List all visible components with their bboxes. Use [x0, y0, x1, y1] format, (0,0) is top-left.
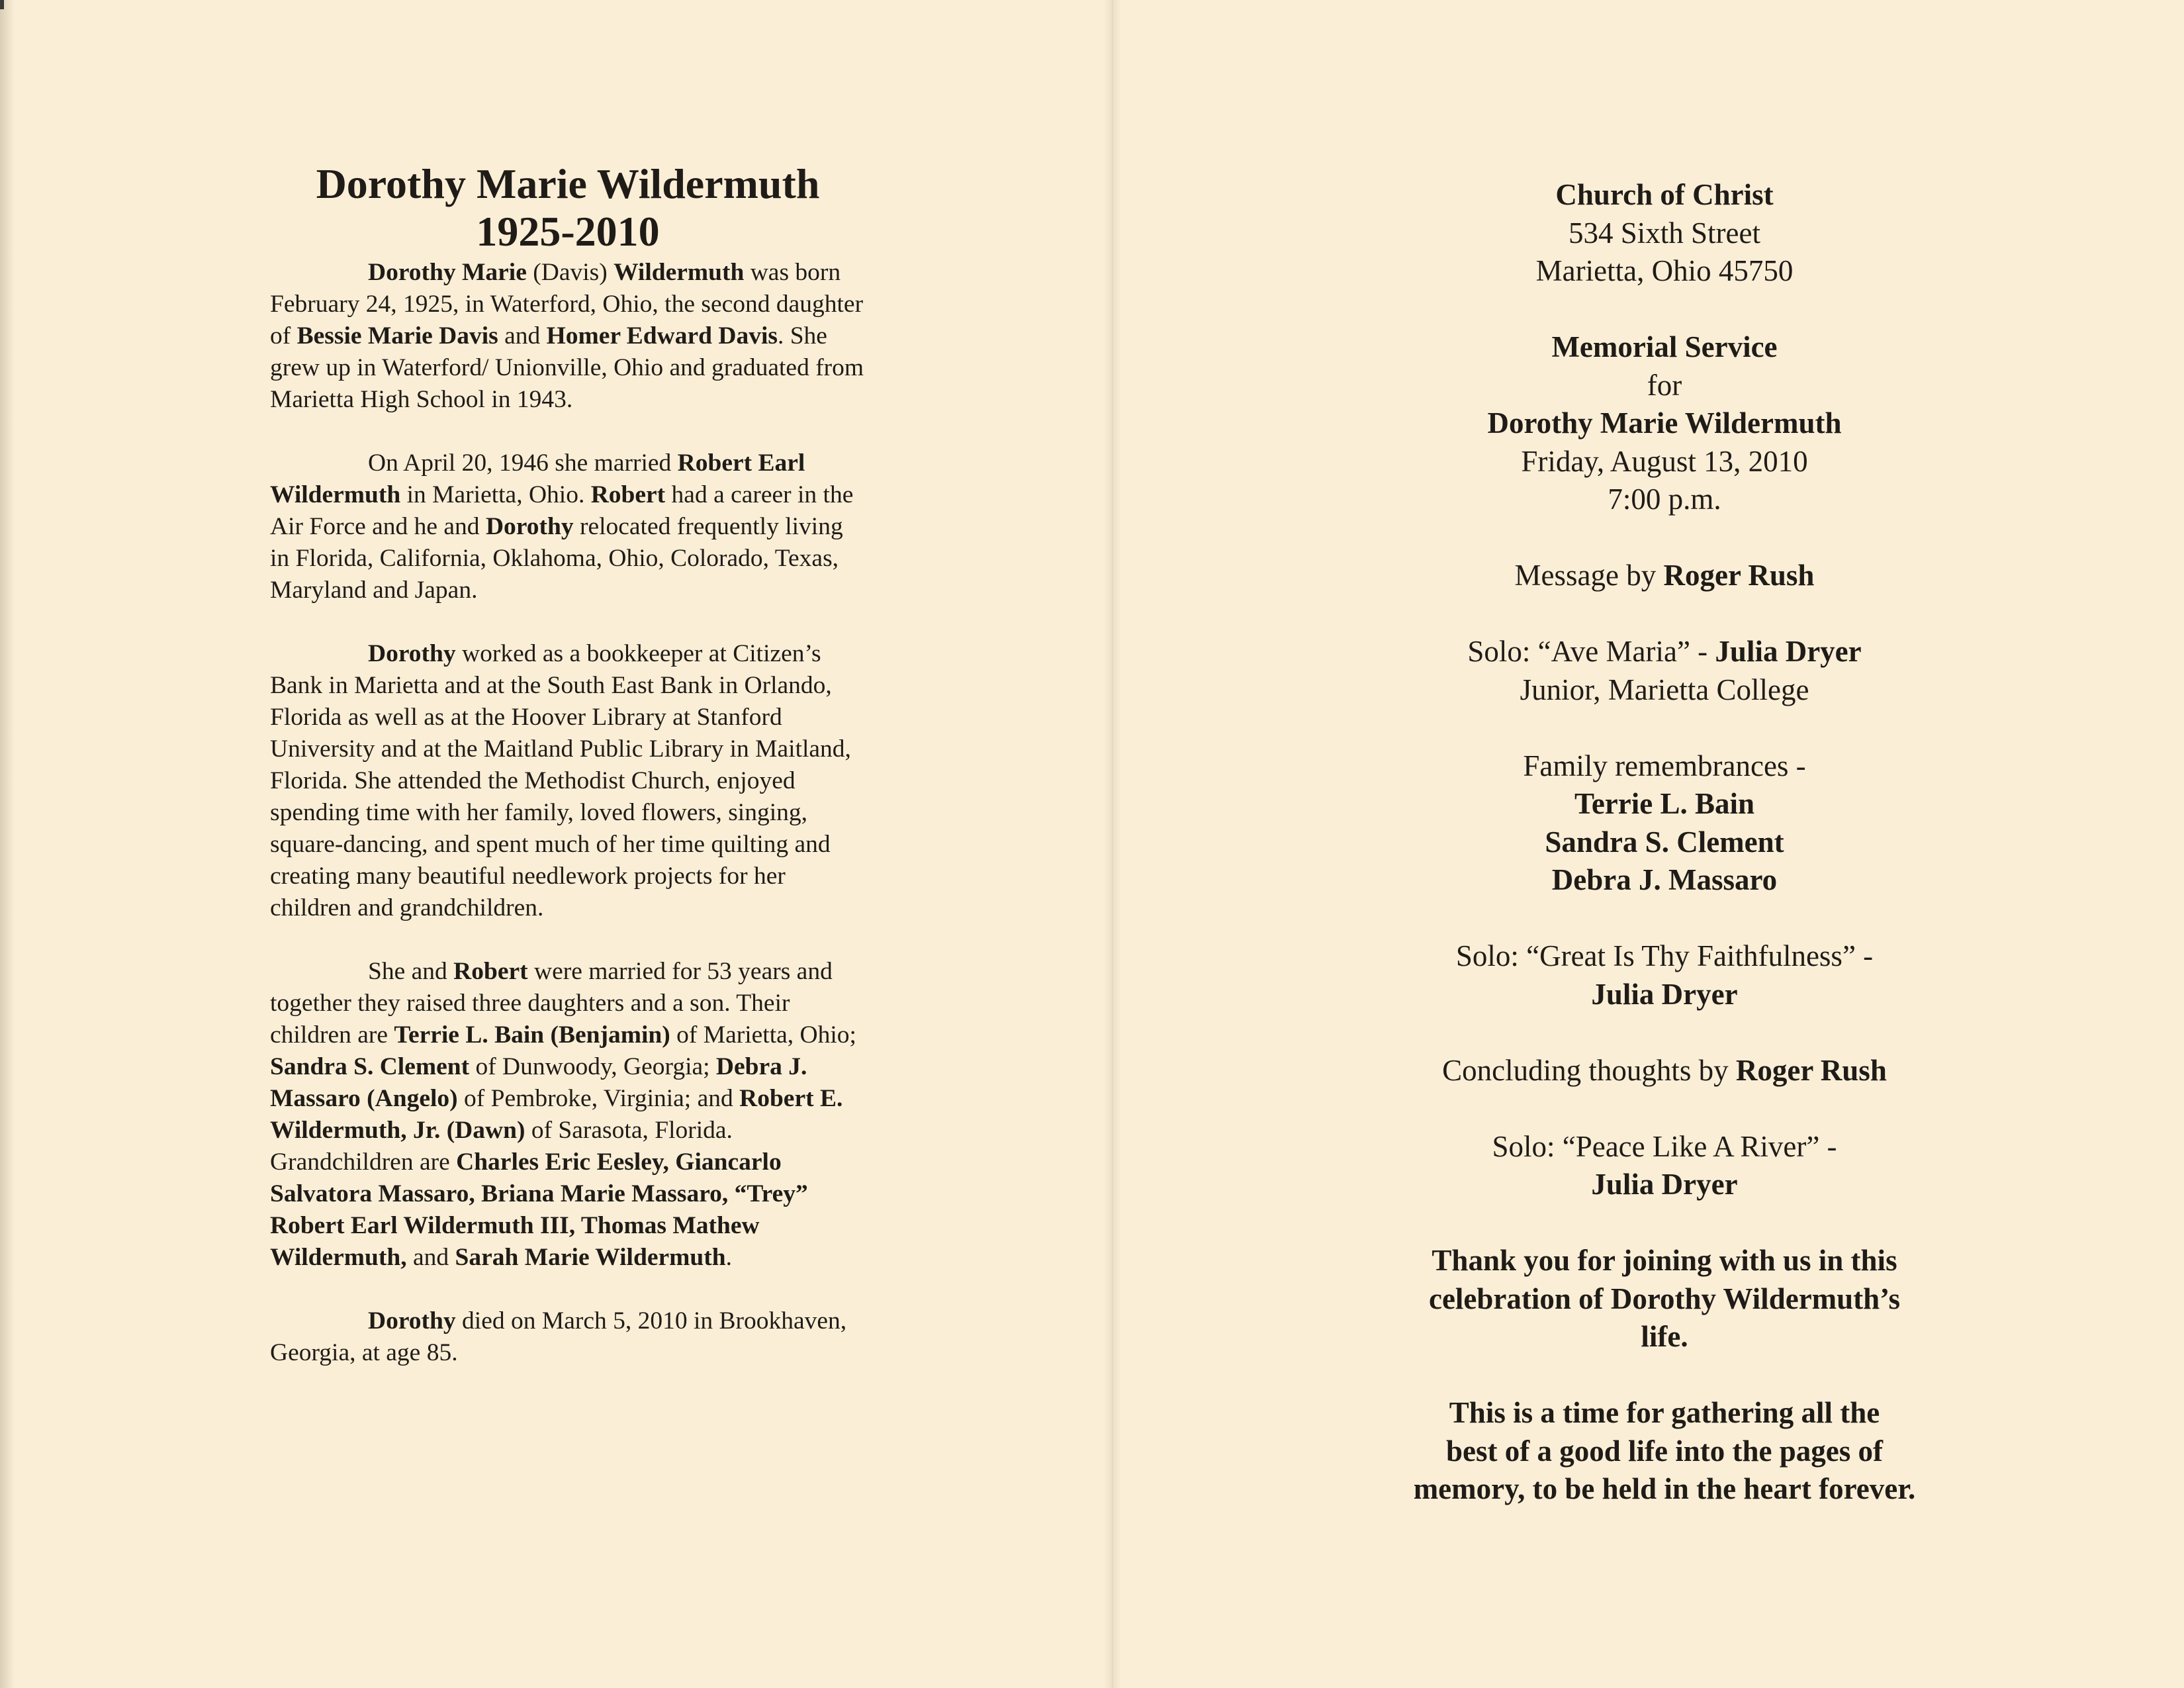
bold-text: Dorothy	[368, 1307, 456, 1335]
service-program-panel	[1324, 176, 2005, 1509]
obituary-body	[270, 257, 866, 1369]
text: 7:00 p.m.	[1608, 483, 1721, 516]
program-line	[1324, 404, 2005, 443]
text: Solo: “Ave Maria” -	[1467, 635, 1715, 668]
obituary-paragraph	[270, 638, 866, 924]
program-block	[1324, 1128, 2005, 1204]
program-line	[1324, 747, 2005, 786]
program-block	[1324, 1242, 2005, 1356]
text: Message by	[1514, 559, 1664, 592]
bold-text: Sandra S. Clement	[1545, 825, 1784, 859]
text: of Sarasota, Florida. Grandchildren are	[270, 1117, 733, 1176]
program-line	[1324, 1318, 2005, 1356]
bold-text: best of a good life into the pages of	[1446, 1434, 1883, 1468]
bold-text: Robert E. Wildermuth, Jr. (Dawn)	[270, 1085, 843, 1144]
obituary-paragraph	[270, 257, 866, 416]
text: for	[1647, 368, 1682, 402]
bold-text: Terrie L. Bain (Benjamin)	[394, 1021, 670, 1049]
program-line	[1324, 1280, 2005, 1319]
bold-text: Robert	[590, 481, 666, 508]
bold-text: Debra J. Massaro	[1551, 863, 1778, 896]
text: were married for 53 years and together they raised three daughters and a son. Their children are	[270, 958, 833, 1049]
text: died on March 5, 2010 in Brookhaven, Georgia, at age 85.	[270, 1307, 847, 1366]
bold-text: Dorothy	[485, 513, 574, 540]
text: 534 Sixth Street	[1569, 216, 1760, 250]
obituary-title	[270, 160, 866, 256]
text: She and	[368, 958, 454, 985]
text: of Pembroke, Virginia; and	[457, 1085, 740, 1112]
obituary-panel	[270, 160, 866, 1369]
text: .	[725, 1244, 732, 1271]
text: Friday, August 13, 2010	[1521, 444, 1808, 478]
program-block	[1324, 557, 2005, 595]
program-line	[1324, 214, 2005, 253]
program-line	[1324, 367, 2005, 405]
program-line	[1324, 176, 2005, 214]
obituary-paragraph	[270, 447, 866, 606]
program-line	[1324, 823, 2005, 862]
text: Family remembrances -	[1523, 749, 1806, 782]
program-line	[1324, 937, 2005, 976]
bold-text: Wildermuth	[614, 259, 745, 286]
text: had a career in the Air Force and he and	[270, 481, 854, 540]
obituary-name: Dorothy Marie Wildermuth	[316, 160, 820, 207]
program-block	[1324, 1394, 2005, 1509]
text: Solo: “Peace Like A River” -	[1492, 1129, 1837, 1163]
bold-text: This is a time for gathering all the	[1449, 1396, 1880, 1429]
bold-text: Sandra S. Clement	[270, 1053, 470, 1080]
left-edge-shadow	[0, 0, 15, 1688]
bold-text: Julia Dryer	[1591, 1168, 1738, 1201]
bold-text: Dorothy Marie	[368, 259, 527, 286]
bold-text: Roger Rush	[1663, 559, 1815, 592]
program-line	[1324, 861, 2005, 900]
bold-text: Church of Christ	[1555, 178, 1774, 211]
text: of Dunwoody, Georgia;	[469, 1053, 716, 1080]
program-line	[1324, 481, 2005, 519]
text: worked as a bookkeeper at Citizen’s Bank in Marietta and at the South East Bank in Orlando, Florida as well as at the Hoover Library at Stanford University and at the Maitland Public Library in Maitland, Florida. She attended the Methodist Church, enjoyed spending time with her family, loved flowers, singing, square-dancing, and spent much of her time quilting and creating many beautiful needlework projects for her children and grandchildren.	[270, 640, 851, 921]
program-line	[1324, 976, 2005, 1014]
bold-text: Julia Dryer	[1591, 977, 1738, 1011]
program-line	[1324, 1052, 2005, 1090]
bold-text: Thank you for joining with us in this	[1432, 1244, 1897, 1277]
bold-text: Roger Rush	[1735, 1053, 1887, 1087]
bold-text: Sarah Marie Wildermuth	[455, 1244, 726, 1271]
bold-text: Robert	[453, 958, 528, 985]
bold-text: Charles Eric Eesley, Giancarlo Salvatora Massaro, Briana Marie Massaro, “Trey” Robert Earl Wildermuth III, Thomas Mathew Wildermuth,	[270, 1149, 808, 1271]
program-block	[1324, 633, 2005, 709]
text: in Marietta, Ohio.	[400, 481, 591, 508]
bold-text: Debra J. Massaro (Angelo)	[270, 1053, 807, 1112]
program-line	[1324, 557, 2005, 595]
bold-text: Terrie L. Bain	[1574, 787, 1755, 820]
text: . She grew up in Waterford/ Unionville, Ohio and graduated from Marietta High School in 1943.	[270, 322, 864, 413]
text: and	[406, 1244, 455, 1271]
bold-text: Dorothy	[368, 640, 456, 667]
bold-text: Dorothy Marie Wildermuth	[1487, 406, 1842, 440]
text: Junior, Marietta College	[1520, 673, 1809, 706]
bold-text: memory, to be held in the heart forever.	[1413, 1472, 1916, 1505]
text: Marietta, Ohio 45750	[1535, 254, 1794, 287]
program-block	[1324, 1052, 2005, 1090]
bold-text: Robert Earl Wildermuth	[270, 449, 805, 508]
program-line	[1324, 671, 2005, 710]
program-line	[1324, 1128, 2005, 1166]
program-line	[1324, 443, 2005, 481]
text: Solo: “Great Is Thy Faithfulness” -	[1455, 939, 1874, 972]
text: relocated frequently living in Florida, California, Oklahoma, Ohio, Colorado, Texas, Maryland and Japan.	[270, 513, 843, 604]
program-line	[1324, 1166, 2005, 1204]
program-block	[1324, 328, 2005, 519]
text: On April 20, 1946 she married	[368, 449, 678, 477]
program-line	[1324, 1432, 2005, 1471]
text: Concluding thoughts by	[1442, 1053, 1736, 1087]
text: of Marietta, Ohio;	[670, 1021, 856, 1049]
bold-text: Homer Edward Davis	[546, 322, 778, 350]
program-line	[1324, 785, 2005, 823]
bold-text: life.	[1641, 1320, 1688, 1353]
text: was born February 24, 1925, in Waterford, Ohio, the second daughter of	[270, 259, 864, 350]
program-line	[1324, 1470, 2005, 1509]
obituary-paragraph	[270, 1305, 866, 1369]
text: (Davis)	[526, 259, 614, 286]
center-fold	[1104, 0, 1121, 1688]
program-line	[1324, 252, 2005, 291]
obituary-paragraph	[270, 956, 866, 1274]
program-block	[1324, 937, 2005, 1013]
text: and	[498, 322, 547, 350]
bold-text: Memorial Service	[1551, 330, 1778, 363]
obituary-years: 1925-2010	[476, 208, 660, 255]
program-line	[1324, 1242, 2005, 1280]
bold-text: Bessie Marie Davis	[296, 322, 498, 350]
bold-text: celebration of Dorothy Wildermuth’s	[1428, 1282, 1901, 1315]
program-block	[1324, 176, 2005, 291]
program-line	[1324, 633, 2005, 671]
program-line	[1324, 328, 2005, 367]
program-block	[1324, 747, 2005, 900]
program-line	[1324, 1394, 2005, 1432]
bold-text: Julia Dryer	[1715, 635, 1862, 668]
